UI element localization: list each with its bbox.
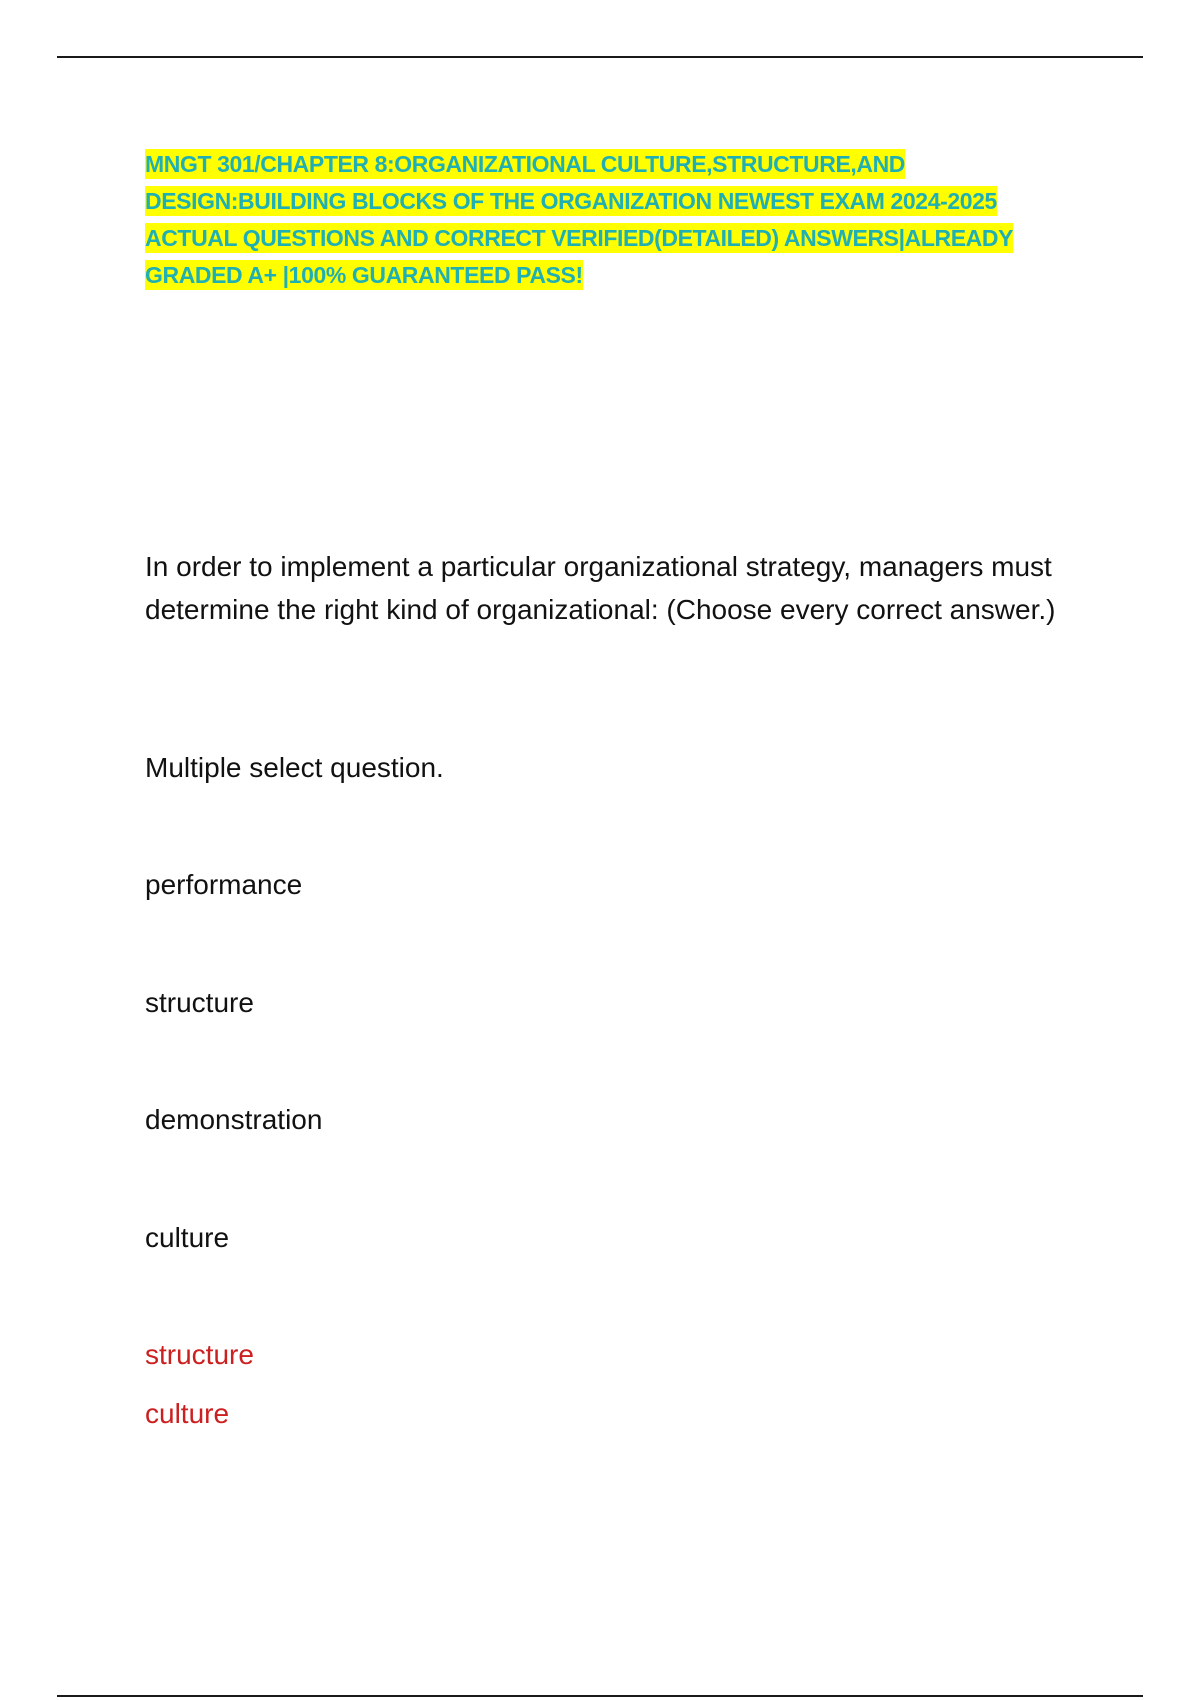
document-title — [145, 146, 1075, 294]
answer-structure: structure — [145, 1339, 254, 1370]
option-culture: culture — [145, 1222, 230, 1253]
option-demonstration: demonstration — [145, 1104, 323, 1135]
option-performance: performance — [145, 869, 303, 900]
answer-culture: culture — [145, 1398, 230, 1429]
question-text: In order to implement a particular organizational strategy, managers must determine the right kind of organizational: (Choose every correct answer.) — [145, 551, 1056, 625]
top-rule — [57, 56, 1143, 58]
question-type: Multiple select question. — [145, 752, 444, 783]
option-structure: structure — [145, 987, 254, 1018]
bottom-rule — [57, 1695, 1143, 1697]
title-highlight: MNGT 301/CHAPTER 8:ORGANIZATIONAL CULTURE,STRUCTURE,AND DESIGN:BUILDING BLOCKS OF THE ORGANIZATION NEWEST EXAM 2024-2025 ACTUAL QUESTIONS AND CORRECT VERIFIED(DETAILED) ANSWERS|ALREADY GRADED A+ |100% GUARANTEED PASS! — [145, 151, 1014, 288]
